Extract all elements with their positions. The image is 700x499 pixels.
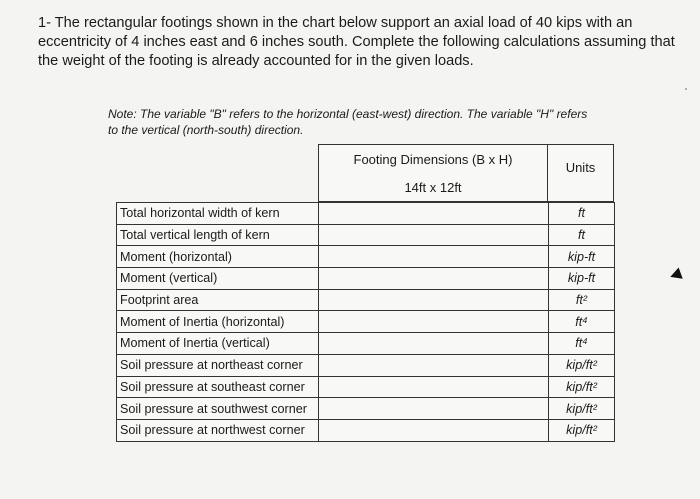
answer-cell[interactable] <box>319 398 549 420</box>
row-label: Moment of Inertia (horizontal) <box>117 311 319 333</box>
unit-cell: ft <box>549 203 615 225</box>
row-label: Total horizontal width of kern <box>117 203 319 225</box>
mouse-cursor-icon <box>668 267 682 282</box>
table-row <box>117 246 615 268</box>
table-row <box>117 289 615 311</box>
unit-cell: kip-ft <box>549 246 615 268</box>
table-row <box>117 311 615 333</box>
table-row <box>117 224 615 246</box>
answer-cell[interactable] <box>319 246 549 268</box>
row-label: Total vertical length of kern <box>117 224 319 246</box>
question-text: 1- The rectangular footings shown in the chart below support an axial load of 40 kips with an eccentricity of 4 inches east and 6 inches south. Complete the following calculations assuming that the weight of the footing is already accounted for in the given loads. <box>38 15 675 69</box>
row-label: Soil pressure at southwest corner <box>117 398 319 420</box>
answer-cell[interactable] <box>319 268 549 290</box>
header-title: Footing Dimensions (B x H) <box>353 152 513 167</box>
table-row <box>117 333 615 355</box>
header-dimensions: 14ft x 12ft <box>404 180 462 195</box>
unit-cell: kip/ft² <box>549 354 615 376</box>
row-label: Moment (horizontal) <box>117 246 319 268</box>
row-label: Soil pressure at northeast corner <box>117 354 319 376</box>
answer-cell[interactable] <box>319 289 549 311</box>
unit-cell: kip/ft² <box>549 398 615 420</box>
answer-cell[interactable] <box>319 203 549 225</box>
answer-cell[interactable] <box>319 311 549 333</box>
table-row <box>117 376 615 398</box>
table-row <box>117 354 615 376</box>
unit-cell: ft⁴ <box>549 311 615 333</box>
answer-cell[interactable] <box>319 354 549 376</box>
table-row <box>117 268 615 290</box>
table-row <box>117 398 615 420</box>
row-label: Moment (vertical) <box>117 268 319 290</box>
answer-cell[interactable] <box>319 224 549 246</box>
unit-cell: kip/ft² <box>549 376 615 398</box>
units-header-label: Units <box>565 160 596 175</box>
answer-cell[interactable] <box>319 333 549 355</box>
row-label: Soil pressure at southeast corner <box>117 376 319 398</box>
unit-cell: ft⁴ <box>549 333 615 355</box>
units-header <box>548 144 614 202</box>
unit-cell: ft <box>549 224 615 246</box>
note-text: Note: The variable "B" refers to the horizontal (east-west) direction. The variable "H" refers to the vertical (north-south) direction. <box>108 107 588 137</box>
table-row <box>117 419 615 441</box>
calculation-table <box>116 202 615 442</box>
speck-mark <box>685 88 687 90</box>
answer-cell[interactable] <box>319 419 549 441</box>
row-label: Moment of Inertia (vertical) <box>117 333 319 355</box>
unit-cell: kip/ft² <box>549 419 615 441</box>
footing-dimensions-header <box>318 144 548 202</box>
row-label: Footprint area <box>117 289 319 311</box>
unit-cell: ft² <box>549 289 615 311</box>
table-row <box>117 203 615 225</box>
row-label: Soil pressure at northwest corner <box>117 419 319 441</box>
unit-cell: kip-ft <box>549 268 615 290</box>
answer-cell[interactable] <box>319 376 549 398</box>
